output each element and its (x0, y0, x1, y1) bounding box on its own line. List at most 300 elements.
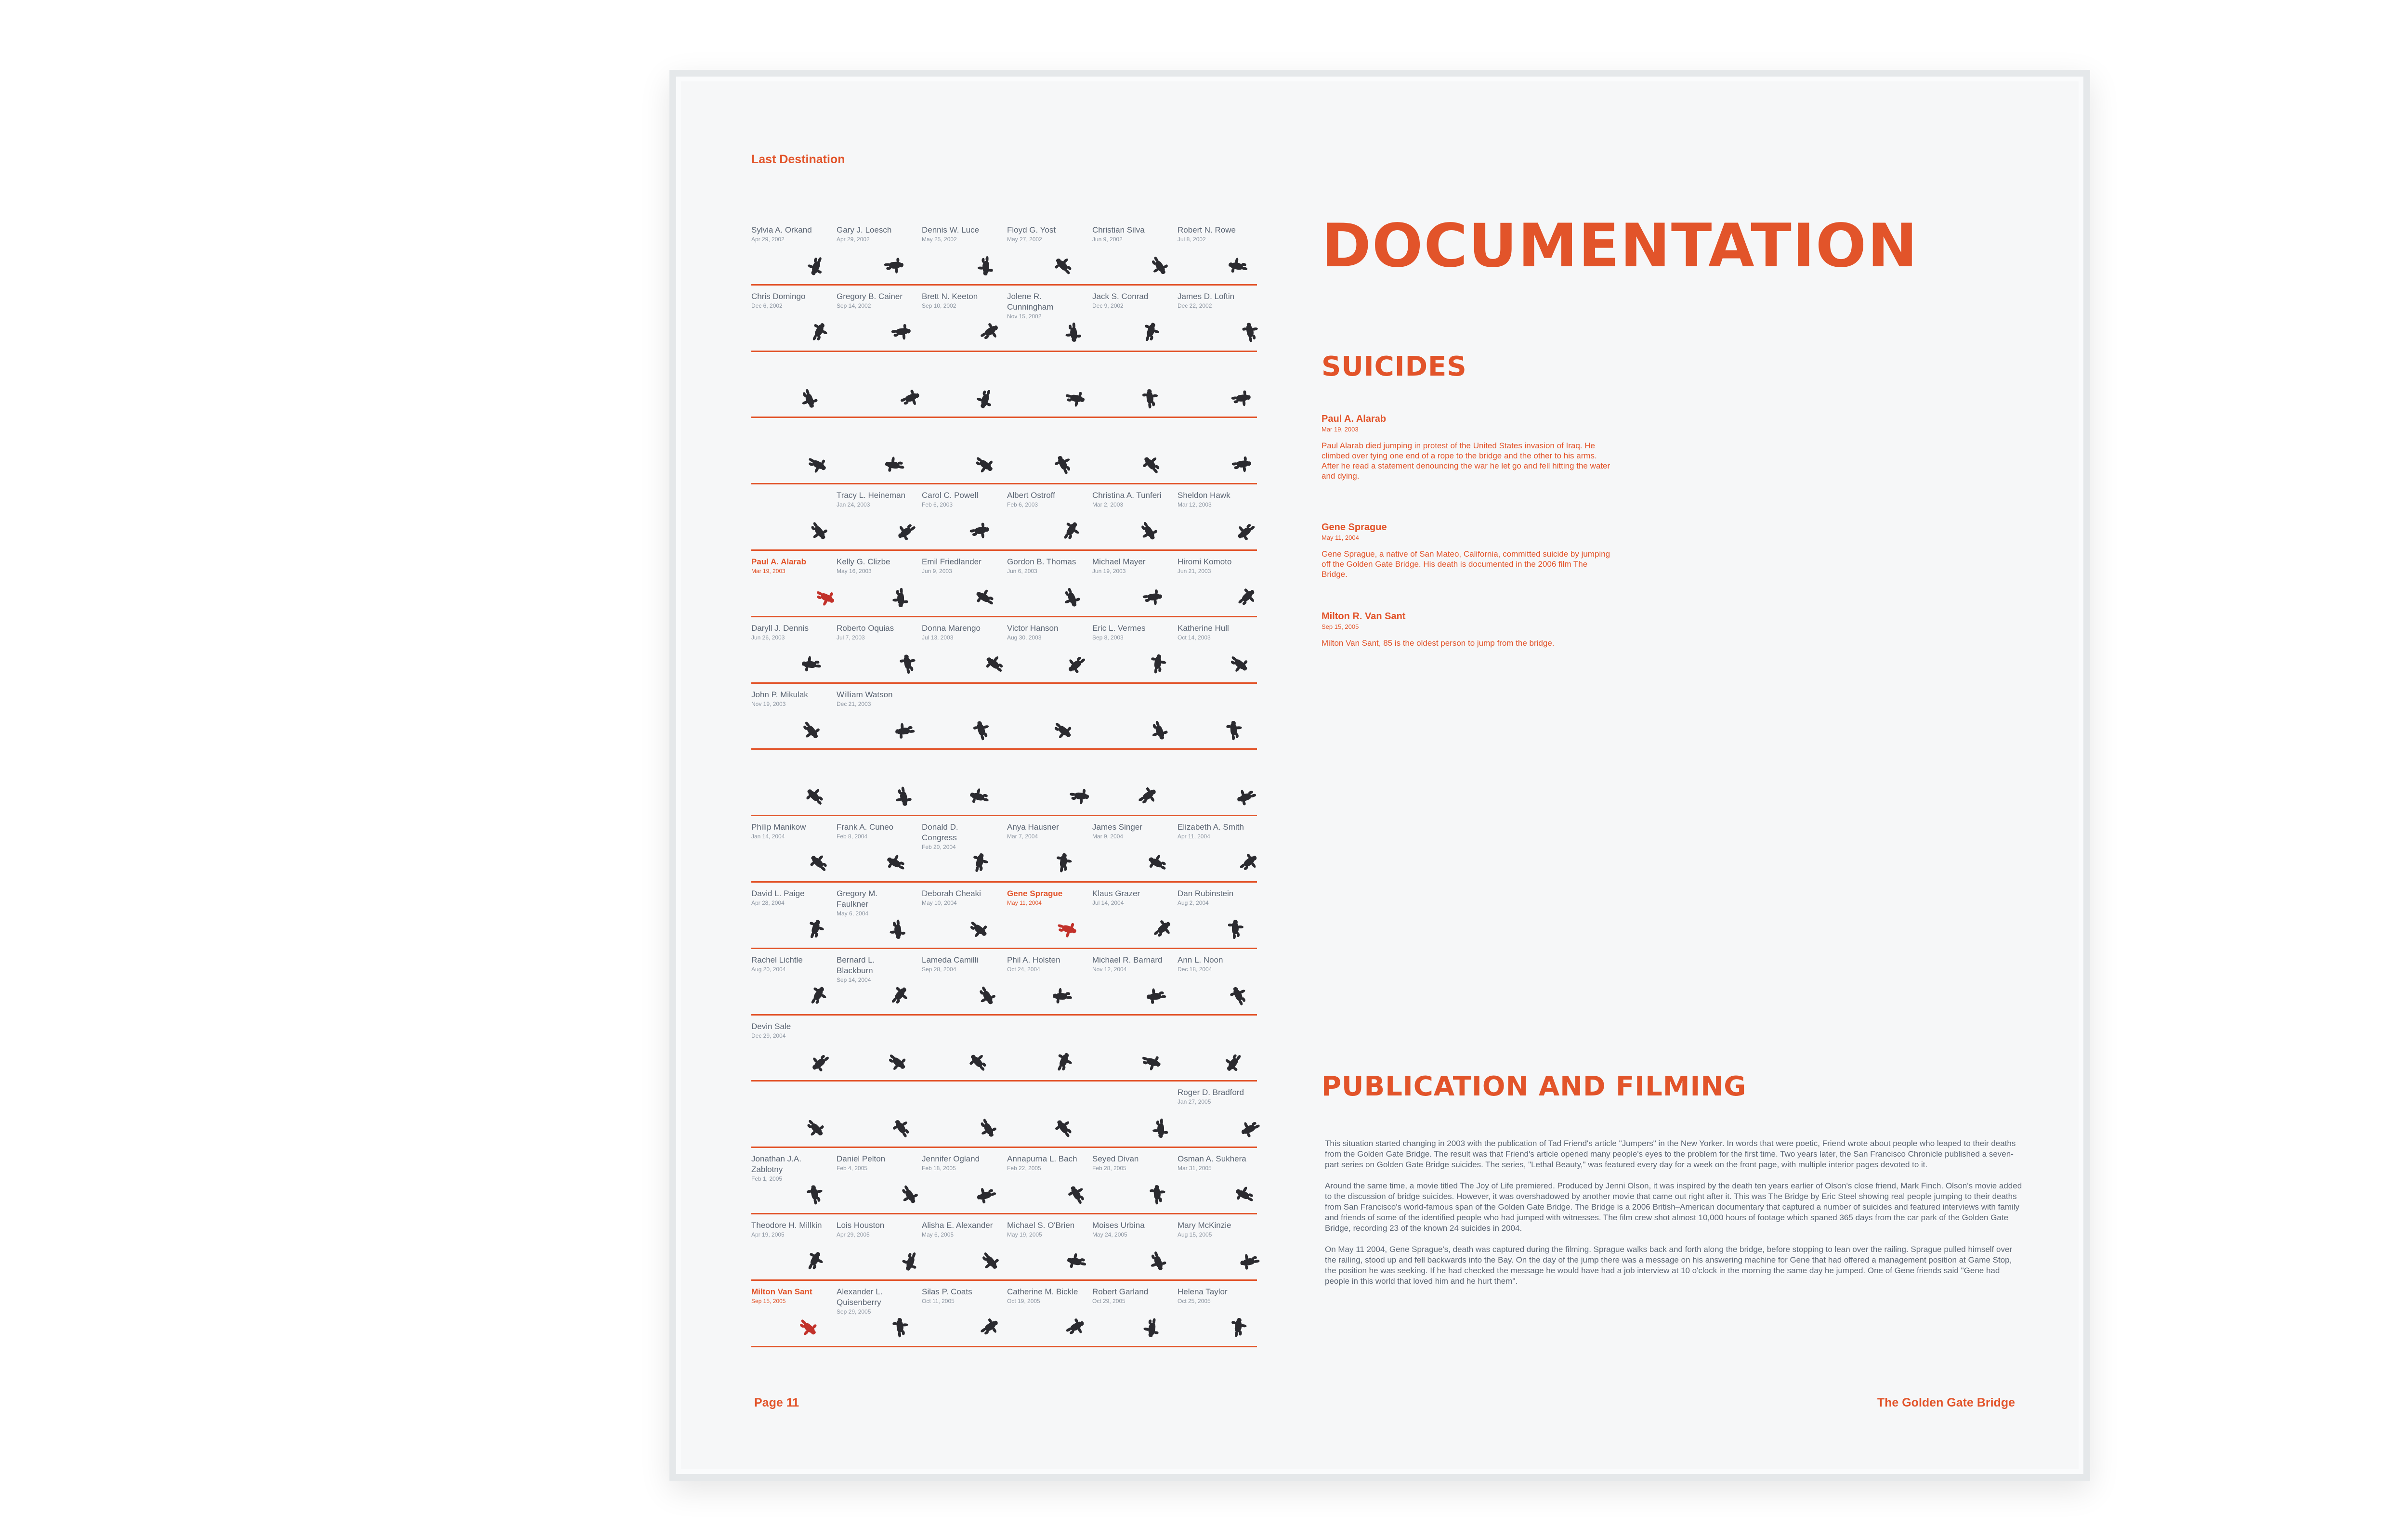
victim-date: Jul 7, 2003 (837, 634, 865, 641)
grid-cell (1092, 949, 1177, 1014)
victim-date: Oct 11, 2005 (922, 1297, 955, 1304)
falling-figure-icon (1233, 584, 1261, 612)
grid-cell (922, 1016, 1006, 1081)
falling-figure-icon (796, 386, 821, 411)
victim-date: Dec 6, 2002 (751, 302, 783, 309)
falling-figure-icon (802, 1248, 828, 1274)
grid-cell (837, 418, 921, 483)
victim-name: Victor Hanson (1007, 623, 1059, 633)
falling-figure-icon (1064, 387, 1086, 410)
victim-date: Jul 13, 2003 (922, 634, 954, 641)
victim-name: Gregory B. Cainer (837, 291, 903, 301)
falling-figure-icon (890, 587, 910, 607)
victim-name: Silas P. Coats (922, 1287, 972, 1296)
entry-date: May 11, 2004 (1322, 534, 1359, 541)
entry-name: Milton R. Van Sant (1322, 611, 1406, 622)
falling-figure-icon (807, 1048, 834, 1075)
victim-name: Katherine Hull (1178, 623, 1229, 633)
entry-date: Sep 15, 2005 (1322, 623, 1359, 630)
victim-date: Oct 24, 2004 (1007, 965, 1040, 973)
victim-name: William Watson (837, 690, 893, 699)
falling-figure-icon (965, 916, 992, 943)
grid-cell (751, 484, 836, 549)
grid-cell (751, 1082, 836, 1147)
victim-date: Feb 6, 2003 (922, 501, 953, 508)
falling-figure-icon (1228, 1316, 1250, 1338)
grid-cell (1178, 1281, 1262, 1346)
falling-figure-icon (1139, 320, 1163, 344)
victim-name: Jonathan J.A. Zablotny (751, 1154, 801, 1174)
falling-figure-icon (1145, 850, 1171, 876)
victim-name: Donald D. Congress (922, 822, 958, 843)
grid-cell (922, 418, 1006, 483)
falling-figure-icon (803, 253, 828, 278)
victim-name: Moises Urbina (1092, 1220, 1145, 1230)
grid-cell (1007, 484, 1091, 549)
grid-cell (1178, 551, 1262, 616)
grid-cell (1092, 352, 1177, 417)
victim-name: Donna Marengo (922, 623, 981, 633)
falling-figure-icon (1225, 651, 1252, 678)
victim-name: Elizabeth A. Smith (1178, 822, 1244, 832)
grid-cell (837, 1148, 921, 1213)
entry-name: Paul A. Alarab (1322, 414, 1387, 424)
grid-cell (837, 684, 921, 749)
victim-date: Jun 21, 2003 (1178, 567, 1211, 574)
falling-figure-icon (801, 653, 822, 674)
entry-date: Mar 19, 2003 (1322, 426, 1359, 433)
grid-cell (1092, 1016, 1177, 1081)
victim-name: Rachel Lichtle (751, 955, 803, 965)
victim-date: May 11, 2004 (1007, 899, 1042, 906)
grid-cell (1092, 883, 1177, 948)
victim-date: Sep 15, 2005 (751, 1297, 786, 1304)
falling-figure-icon (897, 652, 919, 675)
falling-figure-icon (1051, 1049, 1077, 1075)
victim-name: Tracy L. Heineman (837, 491, 905, 500)
grid-cell (1178, 219, 1262, 284)
victim-date: Dec 18, 2004 (1178, 965, 1212, 973)
falling-figure-icon (1051, 452, 1077, 478)
victim-name: Jolene R. Cunningham (1007, 291, 1054, 312)
victim-date: Sep 14, 2004 (837, 976, 871, 983)
grid-cell (837, 1281, 921, 1346)
victim-date: Jun 19, 2003 (1092, 567, 1126, 574)
victim-date: Feb 22, 2005 (1007, 1165, 1041, 1172)
grid-cell (922, 551, 1006, 616)
victim-name: Annapurna L. Bach (1007, 1154, 1077, 1164)
suicide-entry-alarab (1322, 414, 1610, 481)
victim-name: James Singer (1092, 822, 1142, 832)
grid-cell (1092, 816, 1177, 881)
victim-date: Sep 14, 2002 (837, 302, 871, 309)
falling-figure-icon (890, 322, 912, 343)
victim-date: Jul 8, 2002 (1178, 236, 1206, 243)
grid-row (751, 551, 1257, 617)
falling-figure-icon (812, 585, 838, 610)
grid-cell (1007, 1082, 1091, 1147)
victim-name: Alexander L. Quisenberry (837, 1287, 883, 1307)
victim-date: Sep 8, 2003 (1092, 634, 1124, 641)
victim-name: Paul A. Alarab (751, 557, 806, 566)
grid-cell (751, 684, 836, 749)
entry-name: Gene Sprague (1322, 522, 1387, 533)
victim-name: Osman A. Sukhera (1178, 1154, 1246, 1164)
victim-date: May 25, 2002 (922, 236, 957, 243)
victim-date: Sep 29, 2005 (837, 1308, 871, 1315)
victim-name: Floyd G. Yost (1007, 225, 1056, 235)
poster-frame (669, 70, 2090, 1481)
falling-figure-icon (968, 851, 992, 874)
victim-name: Ann L. Noon (1178, 955, 1223, 965)
victim-name: David L. Paige (751, 888, 805, 898)
grid-cell (751, 949, 836, 1014)
grid-cell (1007, 219, 1091, 284)
victim-name: Helena Taylor (1178, 1287, 1228, 1296)
falling-figure-icon (1147, 653, 1169, 675)
victim-date: Mar 19, 2003 (751, 567, 785, 574)
falling-figure-icon (889, 1115, 916, 1142)
falling-figure-icon (898, 386, 923, 411)
victim-name: Carol C. Powell (922, 491, 979, 500)
grid-cell (1092, 1281, 1177, 1346)
victim-date: Aug 20, 2004 (751, 965, 786, 973)
falling-figure-icon (1239, 1250, 1261, 1273)
falling-figure-icon (976, 1314, 1003, 1341)
victim-date: Feb 6, 2003 (1007, 501, 1038, 508)
falling-figure-icon (975, 256, 995, 275)
grid-cell (1092, 219, 1177, 284)
victim-date: Jun 6, 2003 (1007, 567, 1037, 574)
suicides-heading: SUICIDES (1322, 351, 1467, 382)
grid-cell (1007, 1281, 1091, 1346)
falling-figure-icon (1148, 1185, 1168, 1205)
header-label: Last Destination (751, 153, 845, 166)
grid-cell (751, 617, 836, 682)
footer-brand: The Golden Gate Bridge (1877, 1396, 2015, 1409)
victim-date: Jan 27, 2005 (1178, 1098, 1211, 1106)
victim-date: May 6, 2004 (837, 910, 869, 917)
grid-row (751, 816, 1257, 883)
grid-cell (751, 750, 836, 815)
falling-figure-icon (976, 1248, 1003, 1275)
falling-figure-icon (884, 454, 905, 476)
victim-name: Philip Manikow (751, 822, 806, 832)
entry-text: Milton Van Sant, 85 is the oldest person to jump from the bridge. (1322, 639, 1555, 648)
victim-name: Gene Sprague (1007, 888, 1063, 898)
victim-date: Dec 22, 2002 (1178, 302, 1212, 309)
falling-figure-icon (1227, 255, 1250, 277)
grid-row (751, 949, 1257, 1016)
grid-cell (1092, 551, 1177, 616)
grid-cell (1007, 883, 1091, 948)
falling-figure-icon (968, 785, 992, 808)
victim-name: Sheldon Hawk (1178, 491, 1230, 500)
grid-cell (751, 1148, 836, 1213)
falling-figure-icon (797, 717, 824, 743)
falling-figure-icon (1134, 783, 1161, 810)
falling-figure-icon (1240, 321, 1262, 343)
victim-date: Sep 28, 2004 (922, 965, 956, 973)
falling-figure-icon (1049, 717, 1076, 743)
grid-cell (1007, 949, 1091, 1014)
victim-date: Mar 31, 2005 (1178, 1165, 1212, 1172)
falling-figure-icon (883, 850, 909, 876)
falling-figure-icon (1145, 252, 1172, 279)
grid-cell (1178, 617, 1262, 682)
victim-date: Jan 14, 2004 (751, 833, 785, 840)
victim-date: Nov 12, 2004 (1092, 965, 1127, 973)
victim-name: Robert N. Rowe (1178, 225, 1236, 235)
falling-figure-icon (806, 319, 832, 345)
victim-date: Apr 28, 2004 (751, 899, 785, 906)
falling-figure-icon (898, 1249, 923, 1274)
falling-figure-icon (801, 1115, 829, 1142)
grid-cell (1092, 418, 1177, 483)
grid-row (751, 1148, 1257, 1214)
falling-figure-icon (1139, 451, 1165, 478)
victim-name: Emil Friedlander (922, 557, 982, 566)
victim-date: May 19, 2005 (1007, 1231, 1042, 1238)
grid-cell (751, 816, 836, 881)
grid-cell (1178, 1148, 1262, 1213)
victim-name: Deborah Cheaki (922, 888, 981, 898)
falling-figure-icon (886, 982, 913, 1009)
victim-date: Feb 4, 2005 (837, 1165, 868, 1172)
falling-figure-icon (1224, 720, 1245, 741)
grid-row (751, 286, 1257, 352)
victim-date: Feb 8, 2004 (837, 833, 868, 840)
falling-figure-icon (1062, 322, 1083, 342)
falling-figure-icon (794, 1314, 821, 1341)
victim-name: Michael Mayer (1092, 557, 1146, 566)
falling-figure-icon (891, 785, 914, 808)
grid-cell (922, 949, 1006, 1014)
victim-date: May 6, 2005 (922, 1231, 954, 1238)
falling-figure-icon (974, 1183, 998, 1207)
victim-name: Jack S. Conrad (1092, 291, 1149, 301)
grid-cell (837, 219, 921, 284)
victim-name: Daryll J. Dennis (751, 623, 809, 633)
falling-figure-icon (1226, 920, 1245, 939)
victim-date: Oct 19, 2005 (1007, 1297, 1040, 1304)
falling-figure-icon (1230, 388, 1252, 409)
grid-row (751, 352, 1257, 418)
grid-cell (751, 1281, 836, 1346)
grid-cell (1092, 1214, 1177, 1279)
victim-date: Feb 18, 2005 (922, 1165, 956, 1172)
falling-figure-icon (965, 1048, 993, 1076)
grid-cell (751, 551, 836, 616)
victim-name: Alisha E. Alexander (922, 1220, 993, 1230)
grid-cell (1092, 1148, 1177, 1213)
falling-figure-icon (982, 651, 1008, 678)
grid-cell (922, 617, 1006, 682)
poster-sheet (681, 81, 2079, 1469)
grid-row (751, 1281, 1257, 1347)
falling-figure-icon (1052, 986, 1072, 1005)
victim-name: James D. Loftin (1178, 291, 1235, 301)
falling-figure-icon (1146, 718, 1171, 743)
victim-name: Christian Silva (1092, 225, 1145, 235)
grid-cell (1092, 286, 1177, 351)
publication-paragraph: Around the same time, a movie titled The Joy of Life premiered. Produced by Jenni Olson, it was inspired by the death ten years earlier of Olson's close friend, Mark Finch. Olson's movie added to the discussion of bridge suicides. However, it was overshadowed by another movie that came out right after it. This was The Bridge by Eric Steel showing real people jumping to their deaths from San Francisco's world-famous span of the Golden Gate Bridge. The Bridge is a 2006 British–American documentary that captured a number of suicides and featured interviews with family and friends of some of the identified people who had jumped with witnesses. The film crew shot almost 10,000 hours of footage which spaned 365 days from the car park of the Golden Gate Bridge, recording 23 of the known 24 suicides in 2004. (1325, 1181, 2022, 1233)
falling-figure-icon (804, 1183, 826, 1206)
entry-text: Gene Sprague, a native of San Mateo, California, committed suicide by jumping off the Golden Gate Bridge. His death is documented in the 2006 film The Bridge. (1322, 549, 1610, 579)
falling-figure-icon (1135, 518, 1161, 545)
falling-figure-icon (1059, 585, 1084, 610)
falling-figure-icon (1146, 985, 1166, 1006)
falling-figure-icon (802, 783, 829, 810)
grid-cell (1007, 816, 1091, 881)
grid-cell (1092, 1082, 1177, 1147)
grid-row (751, 883, 1257, 949)
victim-date: Sep 10, 2002 (922, 302, 956, 309)
grid-cell (1178, 883, 1262, 948)
grid-row (751, 484, 1257, 551)
falling-figure-icon (887, 919, 907, 939)
grid-cell (1178, 352, 1262, 417)
victim-date: Apr 19, 2005 (751, 1231, 785, 1238)
grid-cell (837, 1082, 921, 1147)
grid-cell (922, 1148, 1006, 1213)
falling-figure-icon (1063, 651, 1090, 678)
victim-date: Apr 29, 2005 (837, 1231, 870, 1238)
victim-date: Aug 30, 2003 (1007, 634, 1042, 641)
grid-cell (922, 1082, 1006, 1147)
victim-date: May 10, 2004 (922, 899, 957, 906)
victim-name: Brett N. Keeton (922, 291, 978, 301)
falling-figure-icon (970, 451, 997, 478)
grid-cell (1007, 1214, 1091, 1279)
victim-name: John P. Mikulak (751, 690, 808, 699)
falling-figure-icon (1064, 1182, 1091, 1208)
falling-figure-icon (972, 585, 999, 611)
falling-figure-icon (1062, 1314, 1089, 1341)
grid-cell (922, 816, 1006, 881)
victim-date: Apr 11, 2004 (1178, 833, 1210, 840)
victim-name: Gary J. Loesch (837, 225, 892, 235)
grid-cell (1007, 551, 1091, 616)
grid-cell (1178, 1016, 1262, 1081)
victim-name: Michael S. O'Brien (1007, 1220, 1075, 1230)
grid-cell (1178, 418, 1262, 483)
grid-cell (922, 883, 1006, 948)
victim-name: Mary McKinzie (1178, 1220, 1231, 1230)
victim-name: Sylvia A. Orkand (751, 225, 812, 235)
publication-paragraph: This situation started changing in 2003 with the publication of Tad Friend's article "Jumpers" in the New Yorker. In words that were poetic, Friend wrote about people who leaped to their deaths from the Golden Gate Bridge. The result was that Friend's article opened many people's eyes to the problem for the first time. Two years later, the San Francisco Chronicle published a seven-part series on Golden Gate Bridge suicides. The series, "Lethal Beauty," was featured every day for a week on the front page, with multiple interior pages devoted to it. (1325, 1139, 2016, 1169)
grid-cell (751, 286, 836, 351)
victim-name: Hiromi Komoto (1178, 557, 1232, 566)
falling-figure-icon (1069, 786, 1089, 807)
falling-figure-icon (1142, 587, 1163, 608)
victim-date: Feb 20, 2004 (922, 844, 956, 851)
victim-name: Jennifer Ogland (922, 1154, 980, 1164)
grid-cell (837, 617, 921, 682)
page-title: DOCUMENTATION (1322, 211, 1919, 281)
victim-date: Aug 2, 2004 (1178, 899, 1209, 906)
grid-cell (751, 352, 836, 417)
victim-date: Jun 9, 2002 (1092, 236, 1123, 243)
grid-cell (1007, 684, 1091, 749)
falling-figure-icon (973, 982, 1000, 1009)
victim-date: Jun 26, 2003 (751, 634, 785, 641)
victim-name: Theodore H. Millkin (751, 1220, 822, 1230)
grid-cell (1178, 816, 1262, 881)
grid-cell (922, 484, 1006, 549)
victim-name: Daniel Pelton (837, 1154, 886, 1164)
falling-figure-icon (1051, 1115, 1078, 1142)
grid-cell (1092, 484, 1177, 549)
victim-date: Feb 28, 2005 (1092, 1165, 1126, 1172)
grid-cell (922, 1281, 1006, 1346)
victim-date: Apr 29, 2002 (837, 236, 870, 243)
victim-date: May 16, 2003 (837, 567, 872, 574)
victim-name: Anya Hausner (1007, 822, 1059, 832)
grid-cell (922, 352, 1006, 417)
grid-cell (922, 750, 1006, 815)
grid-row (751, 1214, 1257, 1281)
victim-date: Oct 29, 2005 (1092, 1297, 1125, 1304)
victim-name: Klaus Grazer (1092, 888, 1140, 898)
falling-figure-icon (1231, 454, 1252, 475)
page-number: Page 11 (754, 1396, 799, 1409)
victim-date: Mar 9, 2004 (1092, 833, 1124, 840)
victim-name: Roberto Oquias (837, 623, 894, 633)
grid-row (751, 750, 1257, 816)
grid-row (751, 418, 1257, 484)
victim-date: Mar 7, 2004 (1007, 833, 1038, 840)
grid-cell (1178, 286, 1262, 351)
falling-figure-icon (1220, 1049, 1247, 1076)
grid-row (751, 684, 1257, 750)
victim-name: Lameda Camilli (922, 955, 979, 965)
victim-date: Nov 15, 2002 (1007, 313, 1042, 320)
grid-cell (1007, 750, 1091, 815)
victim-name: Phil A. Holsten (1007, 955, 1060, 965)
grid-cell (1007, 352, 1091, 417)
victim-date: Apr 29, 2002 (751, 236, 785, 243)
falling-figure-icon (1235, 849, 1262, 876)
victim-date: Oct 25, 2005 (1178, 1297, 1211, 1304)
victim-date: Jun 9, 2003 (922, 567, 952, 574)
falling-figure-icon (896, 1182, 922, 1208)
falling-figure-icon (970, 718, 994, 742)
grid-cell (1178, 750, 1262, 815)
grid-cell (751, 418, 836, 483)
victim-name: Christina A. Tunferi (1092, 491, 1162, 500)
falling-figure-icon (1149, 916, 1176, 943)
victim-name: Bernard L. Blackburn (837, 955, 875, 975)
falling-figure-icon (1058, 518, 1084, 545)
victim-name: Catherine M. Bickle (1007, 1287, 1078, 1296)
falling-figure-icon (1140, 388, 1161, 409)
falling-figure-icon (1151, 1119, 1170, 1138)
falling-figure-icon (804, 452, 830, 478)
grid-cell (922, 286, 1006, 351)
grid-cell (751, 219, 836, 284)
victim-date: Dec 29, 2004 (751, 1032, 786, 1039)
falling-figure-icon (884, 256, 904, 276)
victim-date: Jul 14, 2004 (1092, 899, 1124, 906)
victim-name: Roger D. Bradford (1178, 1088, 1244, 1097)
grid-cell (751, 883, 836, 948)
grid-cell (837, 286, 921, 351)
victim-date: Dec 21, 2003 (837, 700, 871, 707)
victim-name: Gregory M. Faulkner (837, 888, 878, 909)
grid-cell (837, 816, 921, 881)
grid-cell (837, 949, 921, 1014)
